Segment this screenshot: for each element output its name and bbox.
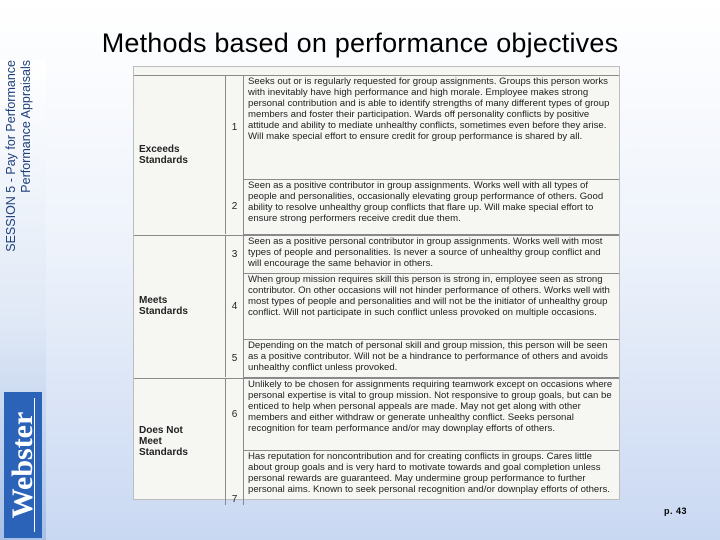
slide-title: Methods based on performance objectives — [101, 28, 619, 58]
table-row — [134, 76, 619, 179]
rating-number: 3 — [226, 235, 244, 273]
rating-description: Has reputation for noncontribution and for creating conflicts in groups. Cares little about group goals and is very hard to motivate towards and goal completion unless personal rewards are guaranteed. May undermine group performance to further personal aims. Known to seek personal recognition and/or downplay efforts of others. — [248, 450, 610, 495]
rating-number: 7 — [226, 450, 244, 505]
rating-description: When group mission requires skill this person is strong in, employee seen as strong contributor. On other occasions will not hinder performance of others. Works well with most types of people and personalities and will not be the initiator of unhealthy group conflict. Will not participate in such conflict unless provoked on multiple occasions. — [244, 273, 620, 339]
session-label-line2: Performance Appraisals — [19, 60, 33, 193]
rating-number: 4 — [226, 273, 244, 339]
document-top-rule — [134, 67, 619, 76]
page-number: p. 43 — [664, 506, 688, 516]
session-label-line1: SESSION 5 - Pay for Performance — [4, 60, 18, 252]
session-label — [4, 60, 44, 380]
level-label-cell — [134, 76, 226, 234]
level-label: Does Not Meet Standards — [139, 425, 188, 459]
level-label-cell — [134, 378, 226, 505]
rating-number: 1 — [226, 76, 244, 179]
rating-number: 6 — [226, 378, 244, 450]
logo-subline — [34, 398, 41, 532]
logo-wordmark: Webster — [6, 411, 39, 519]
table-row — [134, 378, 619, 450]
rating-number: 5 — [226, 339, 244, 377]
level-label: Exceeds Standards — [139, 144, 188, 166]
rating-number: 2 — [226, 179, 244, 234]
level-label: Meets Standards — [139, 295, 188, 318]
rating-description: Unlikely to be chosen for assignments requiring teamwork except on occasions where personal expertise is vital to group mission. Not responsive to group goals, but can be enticed to help when personal appeals are made. May not get along with other members and either withdraw or generate unhealthy conflict. Seeks personal recognition for team performance and/or may downplay efforts of others. — [244, 378, 620, 450]
rating-description: Seen as a positive personal contributor in group assignments. Works well with most types of people and personalities. Is never a source of unhealthy group conflict and will encourage the same behavior in others. — [244, 235, 620, 273]
table-row — [134, 235, 619, 273]
webster-logo — [4, 392, 42, 538]
rating-scale-document — [133, 66, 620, 505]
level-label-cell — [134, 235, 226, 377]
rating-description: Seeks out or is regularly requested for group assignments. Groups this person works with inevitably have high performance and high morale. Employee makes strong personal contribution and is able to identify strengths of many different types of group members and foster their participation. Wards off personality conflicts by positive attitude and ability to mediate unhealthy conflicts, sometimes even before they arise. Will make special effort to ensure credit for group performance is shared by all. — [244, 76, 620, 179]
rating-scale-table — [134, 76, 619, 505]
rating-description: Depending on the match of personal skill and group mission, this person will be seen as a positive contributor. Will not be a hindrance to performance of others and avoids unhealthy conflict unless provoked. — [244, 339, 620, 377]
rating-description: Seen as a positive contributor in group assignments. Works well with all types of people and personalities, occasionally elevating group performance of others. Good ability to resolve unhealthy group conflicts that flare up. Will make special effort to ensure strong performers receive credit due them. — [244, 179, 620, 234]
